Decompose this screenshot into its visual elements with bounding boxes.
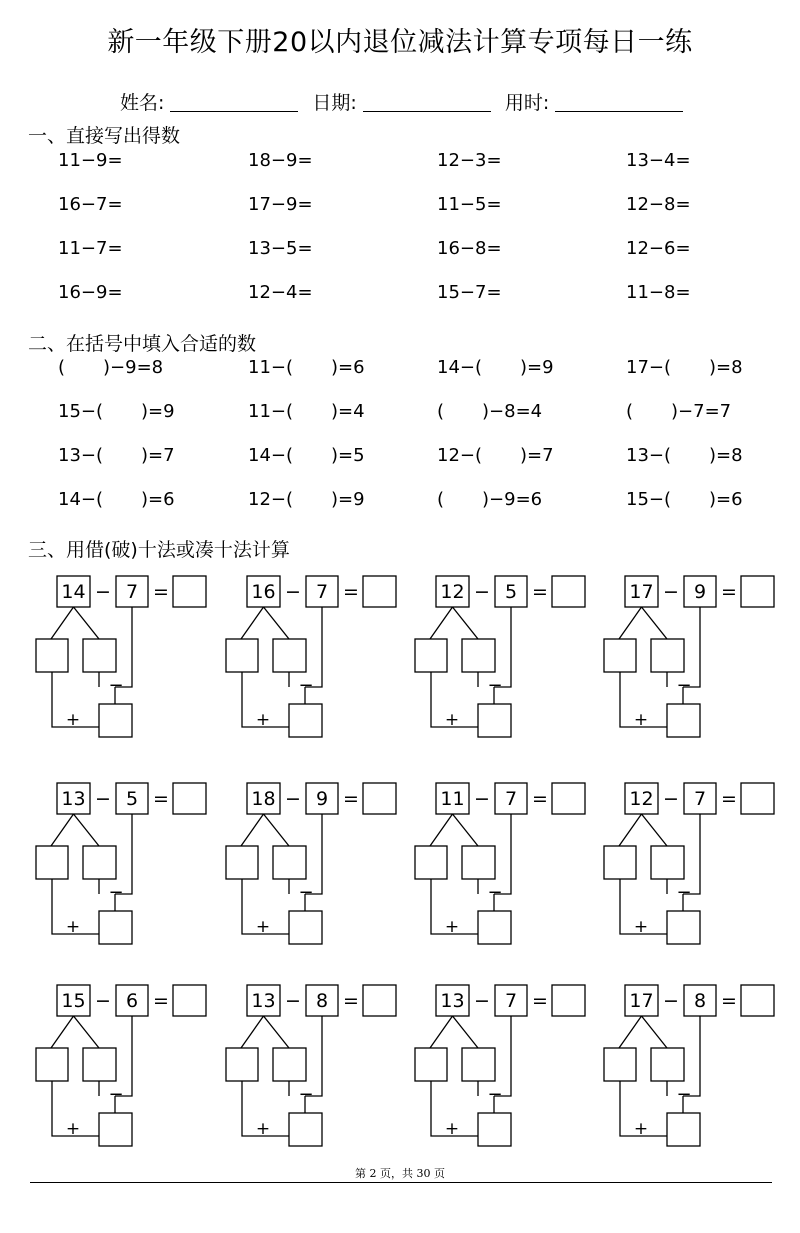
plus-sign: + (633, 1119, 649, 1139)
problem-right-part: )−9=8 (103, 357, 164, 378)
step-result-box[interactable] (667, 911, 700, 944)
problem-left-part: 13−( (58, 445, 104, 466)
split-box-right[interactable] (651, 846, 684, 879)
plus-sign: + (65, 1119, 81, 1139)
split-box-right[interactable] (83, 846, 116, 879)
split-box-left[interactable] (226, 639, 258, 672)
section1-heading: 一、直接写出得数 (28, 125, 181, 147)
equals-sign: = (721, 581, 737, 603)
problem-right-part: )=8 (709, 445, 743, 466)
step-result-box[interactable] (289, 911, 322, 944)
branch-line-right (74, 1016, 100, 1048)
equals-sign: = (153, 788, 169, 810)
minuend-number: 13 (440, 990, 465, 1012)
problem-left-part: ( (626, 401, 634, 422)
oral-problem: 12−6= (626, 238, 691, 259)
answer-box[interactable] (552, 783, 585, 814)
branch-line-left (241, 607, 264, 639)
minuend-number: 14 (61, 581, 86, 603)
oral-problem: 17−9= (248, 194, 313, 215)
split-box-right[interactable] (462, 1048, 495, 1081)
branch-line-right (453, 607, 479, 639)
branch-line-right (642, 1016, 668, 1048)
problem-right-part: )=7 (141, 445, 175, 466)
plus-sign: + (255, 917, 271, 937)
problem-right-part: )=9 (331, 489, 365, 510)
answer-box[interactable] (173, 576, 206, 607)
branch-line-right (74, 607, 100, 639)
step-result-box[interactable] (99, 704, 132, 737)
subtract-sign: − (487, 675, 503, 696)
minuend-number: 18 (251, 788, 276, 810)
subtract-sign: − (298, 675, 314, 696)
equals-sign: = (153, 581, 169, 603)
step-result-box[interactable] (99, 911, 132, 944)
problem-left-part: ( (58, 357, 66, 378)
split-box-left[interactable] (415, 846, 447, 879)
minuend-number: 13 (61, 788, 86, 810)
step-result-box[interactable] (478, 704, 511, 737)
problem-right-part: )=8 (709, 357, 743, 378)
subtrahend-number: 7 (315, 581, 329, 603)
problem-right-part: )=9 (520, 357, 554, 378)
problem-left-part: 12−( (437, 445, 483, 466)
problem-left-part: 14−( (437, 357, 483, 378)
equals-sign: = (532, 788, 548, 810)
split-box-left[interactable] (226, 1048, 258, 1081)
split-box-right[interactable] (273, 639, 306, 672)
plus-sign: + (444, 917, 460, 937)
minus-sign: − (474, 788, 490, 810)
oral-problem: 18−9= (248, 150, 313, 171)
name-label: 姓名: (120, 92, 165, 114)
subtract-sign: − (676, 882, 692, 903)
subtrahend-number: 8 (315, 990, 329, 1012)
minuend-number: 16 (251, 581, 276, 603)
problem-left-part: 13−( (626, 445, 672, 466)
problem-left-part: 12−( (248, 489, 294, 510)
subtract-sign: − (298, 1084, 314, 1105)
subtrahend-number: 5 (125, 788, 139, 810)
split-box-right[interactable] (651, 1048, 684, 1081)
branch-line-left (619, 1016, 642, 1048)
problem-right-part: )=9 (141, 401, 175, 422)
branch-line-right (453, 814, 479, 846)
step-result-box[interactable] (99, 1113, 132, 1146)
oral-problem: 11−5= (437, 194, 502, 215)
equals-sign: = (532, 581, 548, 603)
problem-left-part: 14−( (248, 445, 294, 466)
split-box-left[interactable] (415, 639, 447, 672)
oral-problem: 16−7= (58, 194, 123, 215)
plus-sign: + (444, 1119, 460, 1139)
branch-line-left (51, 1016, 74, 1048)
branch-line-right (74, 814, 100, 846)
plus-sign: + (65, 710, 81, 730)
answer-box[interactable] (741, 783, 774, 814)
problem-right-part: )=6 (331, 357, 365, 378)
minuend-number: 12 (440, 581, 465, 603)
branch-line-left (241, 1016, 264, 1048)
problem-left-part: 17−( (626, 357, 672, 378)
oral-problem: 11−7= (58, 238, 123, 259)
step-result-box[interactable] (667, 704, 700, 737)
branch-line-right (642, 607, 668, 639)
problem-left-part: 11−( (248, 401, 294, 422)
minuend-number: 13 (251, 990, 276, 1012)
subtrahend-number: 7 (693, 788, 707, 810)
subtrahend-number: 9 (315, 788, 329, 810)
split-box-left[interactable] (604, 846, 636, 879)
problem-right-part: )=6 (141, 489, 175, 510)
subtract-sign: − (676, 1084, 692, 1105)
oral-problem: 12−3= (437, 150, 502, 171)
minus-sign: − (663, 788, 679, 810)
oral-problem: 11−9= (58, 150, 123, 171)
oral-problem: 12−8= (626, 194, 691, 215)
problem-left-part: 14−( (58, 489, 104, 510)
minus-sign: − (285, 788, 301, 810)
plus-sign: + (255, 1119, 271, 1139)
answer-box[interactable] (552, 985, 585, 1016)
minus-sign: − (474, 990, 490, 1012)
split-box-left[interactable] (36, 846, 68, 879)
date-label: 日期: (312, 92, 357, 114)
problem-left-part: ( (437, 489, 445, 510)
equals-sign: = (343, 990, 359, 1012)
branch-line-left (430, 814, 453, 846)
branch-line-right (453, 1016, 479, 1048)
plus-sign: + (255, 710, 271, 730)
oral-problem: 11−8= (626, 282, 691, 303)
step-result-box[interactable] (289, 704, 322, 737)
answer-box[interactable] (363, 576, 396, 607)
branch-line-right (642, 814, 668, 846)
answer-box[interactable] (363, 783, 396, 814)
split-box-right[interactable] (462, 639, 495, 672)
answer-box[interactable] (741, 985, 774, 1016)
split-box-left[interactable] (226, 846, 258, 879)
subtrahend-number: 9 (693, 581, 707, 603)
footer-divider (30, 1182, 772, 1183)
split-box-left[interactable] (36, 639, 68, 672)
time-label: 用时: (504, 92, 550, 114)
problem-left-part: 15−( (58, 401, 104, 422)
split-box-right[interactable] (273, 1048, 306, 1081)
step-result-box[interactable] (289, 1113, 322, 1146)
problem-right-part: )−8=4 (482, 401, 543, 422)
minuend-number: 12 (629, 788, 654, 810)
subtract-sign: − (487, 882, 503, 903)
problem-right-part: )=5 (331, 445, 365, 466)
equals-sign: = (721, 990, 737, 1012)
oral-problem: 16−9= (58, 282, 123, 303)
page-title: 新一年级下册20以内退位减法计算专项每日一练 (107, 27, 693, 58)
minus-sign: − (663, 581, 679, 603)
equals-sign: = (343, 581, 359, 603)
split-box-left[interactable] (604, 639, 636, 672)
problem-left-part: 15−( (626, 489, 672, 510)
minus-sign: − (285, 581, 301, 603)
subtract-sign: − (487, 1084, 503, 1105)
branch-line-left (619, 607, 642, 639)
subtrahend-number: 6 (125, 990, 139, 1012)
minuend-number: 17 (629, 581, 654, 603)
answer-box[interactable] (173, 783, 206, 814)
section2-heading: 二、在括号中填入合适的数 (28, 333, 257, 355)
plus-sign: + (65, 917, 81, 937)
subtrahend-number: 7 (504, 788, 518, 810)
minus-sign: − (663, 990, 679, 1012)
minus-sign: − (285, 990, 301, 1012)
oral-problem: 16−8= (437, 238, 502, 259)
equals-sign: = (721, 788, 737, 810)
subtrahend-number: 8 (693, 990, 707, 1012)
answer-box[interactable] (552, 576, 585, 607)
split-box-right[interactable] (273, 846, 306, 879)
answer-box[interactable] (363, 985, 396, 1016)
subtrahend-number: 7 (125, 581, 139, 603)
problem-left-part: 11−( (248, 357, 294, 378)
minuend-number: 17 (629, 990, 654, 1012)
minuend-number: 15 (61, 990, 86, 1012)
plus-sign: + (633, 917, 649, 937)
subtract-sign: − (108, 675, 124, 696)
section3-heading: 三、用借(破)十法或凑十法计算 (28, 539, 290, 561)
step-result-box[interactable] (667, 1113, 700, 1146)
oral-problem: 13−4= (626, 150, 691, 171)
subtract-sign: − (676, 675, 692, 696)
branch-line-left (51, 814, 74, 846)
plus-sign: + (444, 710, 460, 730)
problem-left-part: ( (437, 401, 445, 422)
step-result-box[interactable] (478, 1113, 511, 1146)
equals-sign: = (153, 990, 169, 1012)
branch-line-right (264, 607, 290, 639)
page-footer: 第 2 页，共 30 页 (355, 1167, 445, 1180)
minus-sign: − (474, 581, 490, 603)
subtract-sign: − (298, 882, 314, 903)
equals-sign: = (532, 990, 548, 1012)
step-result-box[interactable] (478, 911, 511, 944)
problem-right-part: )=7 (520, 445, 554, 466)
oral-problem: 15−7= (437, 282, 502, 303)
branch-line-left (430, 1016, 453, 1048)
minus-sign: − (95, 581, 111, 603)
problem-right-part: )=6 (709, 489, 743, 510)
minus-sign: − (95, 990, 111, 1012)
answer-box[interactable] (741, 576, 774, 607)
problem-right-part: )=4 (331, 401, 365, 422)
subtrahend-number: 7 (504, 990, 518, 1012)
split-box-left[interactable] (604, 1048, 636, 1081)
problem-right-part: )−9=6 (482, 489, 543, 510)
split-box-right[interactable] (83, 1048, 116, 1081)
branch-line-left (51, 607, 74, 639)
problem-right-part: )−7=7 (671, 401, 732, 422)
split-box-right[interactable] (462, 846, 495, 879)
subtract-sign: − (108, 882, 124, 903)
split-box-left[interactable] (36, 1048, 68, 1081)
plus-sign: + (633, 710, 649, 730)
branch-line-left (430, 607, 453, 639)
oral-problem: 13−5= (248, 238, 313, 259)
equals-sign: = (343, 788, 359, 810)
minuend-number: 11 (440, 788, 465, 810)
split-box-left[interactable] (415, 1048, 447, 1081)
minus-sign: − (95, 788, 111, 810)
oral-problem: 12−4= (248, 282, 313, 303)
answer-box[interactable] (173, 985, 206, 1016)
branch-line-right (264, 814, 290, 846)
subtract-sign: − (108, 1084, 124, 1105)
branch-line-left (619, 814, 642, 846)
subtrahend-number: 5 (504, 581, 518, 603)
branch-line-right (264, 1016, 290, 1048)
split-box-right[interactable] (651, 639, 684, 672)
branch-line-left (241, 814, 264, 846)
split-box-right[interactable] (83, 639, 116, 672)
